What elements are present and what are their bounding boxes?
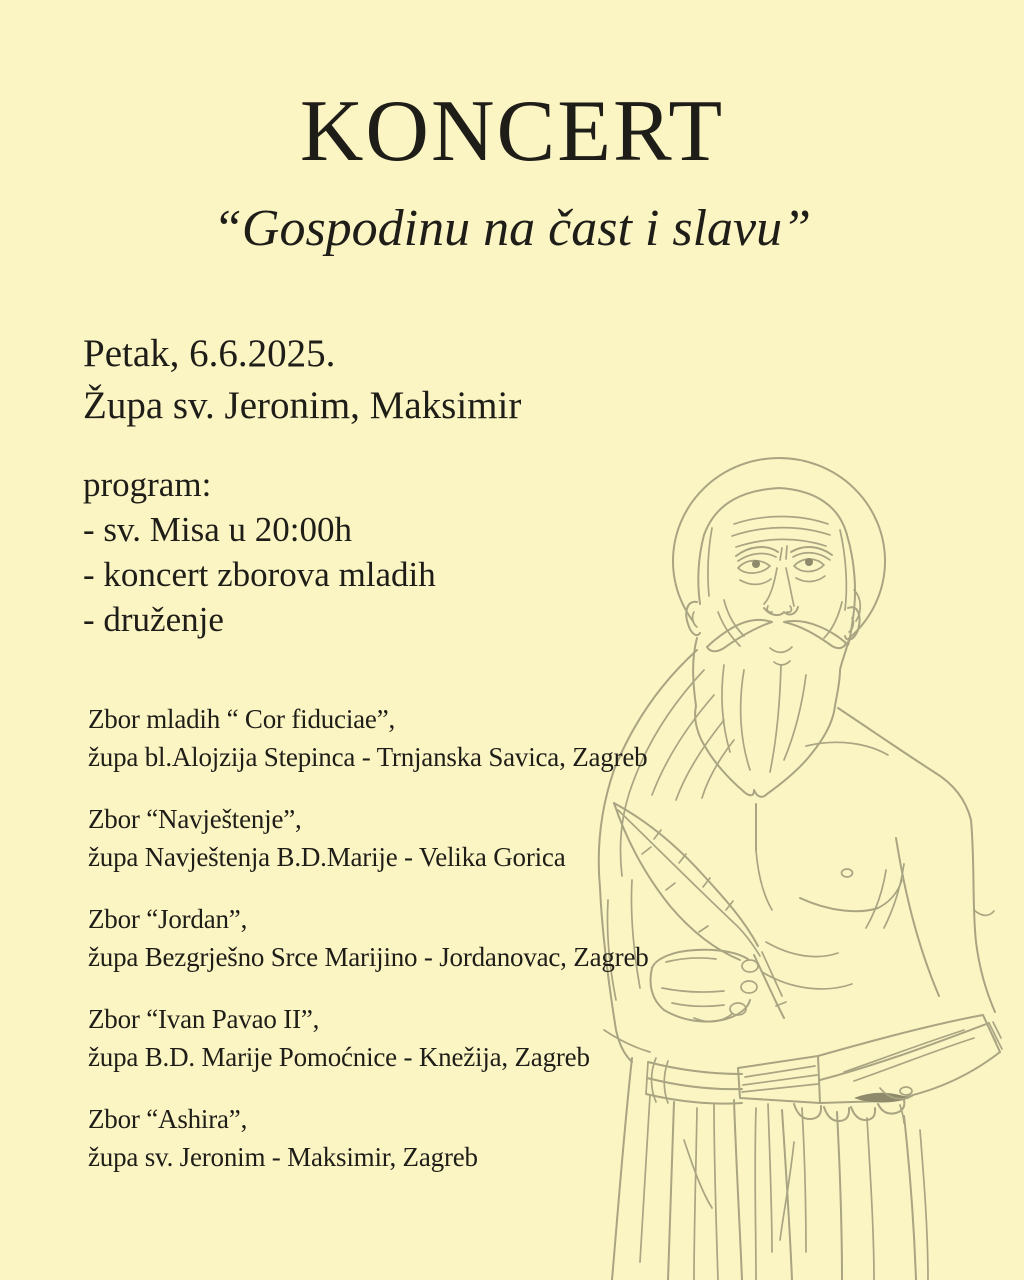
- choir-parish: župa Bezgrješno Srce Marijino - Jordanovac, Zagreb: [88, 942, 649, 972]
- choir-name: Zbor “Ivan Pavao II”,: [88, 1004, 320, 1034]
- choir-parish: župa sv. Jeronim - Maksimir, Zagreb: [88, 1142, 478, 1172]
- event-date: Petak, 6.6.2025.: [83, 332, 336, 375]
- poster-subtitle: “Gospodinu na čast i slavu”: [212, 200, 812, 257]
- choir-name: Zbor “Jordan”,: [88, 904, 248, 934]
- choir-entry: [88, 900, 649, 976]
- choir-name: Zbor “Ashira”,: [88, 1104, 248, 1134]
- program-heading: program:: [83, 465, 212, 504]
- choir-parish: župa Navještenja B.D.Marije - Velika Gorica: [88, 842, 566, 872]
- event-details: [83, 328, 521, 432]
- figure-silhouette: [599, 488, 1000, 1280]
- program-item: - koncert zborova mladih: [83, 555, 436, 594]
- choir-entry: [88, 800, 565, 876]
- choir-name: Zbor mladih “ Cor fiduciae”,: [88, 704, 396, 734]
- program-item: - sv. Misa u 20:00h: [83, 510, 352, 549]
- event-venue: Župa sv. Jeronim, Maksimir: [83, 384, 522, 427]
- program-list: [83, 462, 436, 642]
- choir-entry: [88, 1100, 478, 1176]
- choir-parish: župa bl.Alojzija Stepinca - Trnjanska Savica, Zagreb: [88, 742, 648, 772]
- st-jerome-illustration: [544, 440, 1024, 1280]
- choir-entry: [88, 1000, 590, 1076]
- program-item: - druženje: [83, 600, 224, 639]
- poster-title: KONCERT: [299, 83, 725, 180]
- choir-parish: župa B.D. Marije Pomoćnice - Knežija, Zagreb: [88, 1042, 590, 1072]
- choir-entry: [88, 700, 647, 776]
- choir-name: Zbor “Navještenje”,: [88, 804, 302, 834]
